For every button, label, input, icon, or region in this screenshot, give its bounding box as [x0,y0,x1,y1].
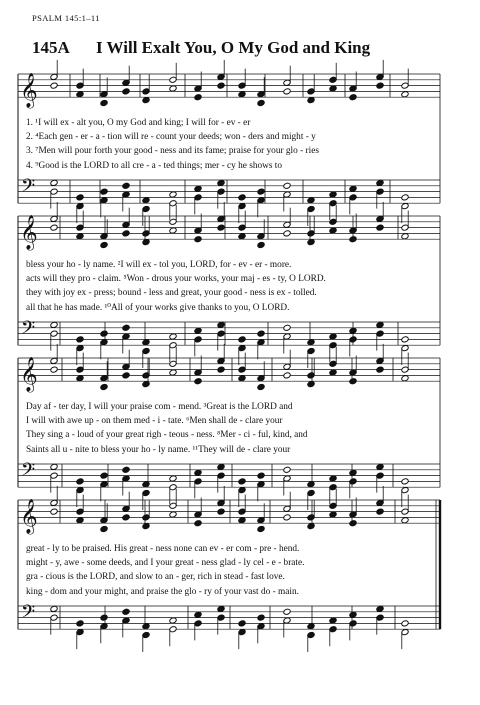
note-head [329,511,337,518]
note-head [307,523,315,530]
note-head [257,188,265,195]
note-head [307,239,315,246]
treble-clef-icon: 𝄞 [20,499,38,535]
note-head [283,514,291,521]
hymn-title: I Will Exalt You, O My God and King [96,38,371,57]
note-head [329,85,337,92]
note-head [76,194,84,201]
note-head [122,324,130,331]
note-head [76,478,84,485]
note-head [238,233,246,240]
note-head [50,605,58,612]
note-head [283,466,291,473]
note-head [349,327,357,334]
lyric-line: great - ly to be praised. His great - ness none can ev - er com - pre - hend. [26,544,300,554]
note-head [217,82,225,89]
note-head [122,88,130,95]
note-head [307,339,315,346]
lyric-line: gra - cious is the LORD, and slow to an - ger, rich in stead - fast love. [26,572,285,583]
note-head [401,478,409,485]
note-head [169,511,177,518]
note-head [100,383,108,390]
note-head [169,191,177,198]
lyric-line: 3. ⁷Men will pour forth your good - ness and its fame; praise for your glo - ries [26,146,319,157]
note-head [122,182,130,189]
note-head [283,230,291,237]
hymn-number: 145A [32,38,70,57]
note-head [142,381,150,388]
note-head [329,227,337,234]
note-head [349,611,357,618]
note-head [122,514,130,521]
note-head [307,97,315,104]
note-head [376,605,384,612]
note-head [194,327,202,334]
note-head [76,91,84,98]
note-head [238,375,246,382]
note-head [142,239,150,246]
note-head [50,224,58,231]
note-head [238,336,246,343]
note-head [194,236,202,243]
note-head [349,469,357,476]
note-head [122,230,130,237]
note-head [169,227,177,234]
note-head [100,99,108,106]
note-head [329,617,337,624]
note-head [349,94,357,101]
lyric-line: They sing a - loud of your great righ - teous - ness. ⁸Mer - ci - ful, kind, and [26,430,308,441]
note-head [257,614,265,621]
note-head [376,224,384,231]
note-head [329,475,337,482]
note-head [376,82,384,89]
note-head [76,375,84,382]
note-head [401,517,409,524]
note-head [100,472,108,479]
note-head [238,91,246,98]
scripture-reference: PSALM 145:1–11 [32,13,100,23]
note-head [238,620,246,627]
lyric-line: 4. ⁹Good is the LORD to all cre - a - ted things; mer - cy he shows to [26,160,283,171]
note-head [283,608,291,615]
note-head [307,381,315,388]
note-head [217,179,225,186]
note-head [401,375,409,382]
note-head [329,191,337,198]
note-head [329,369,337,376]
note-head [142,481,150,488]
note-head [401,620,409,627]
bass-clef-icon: 𝄢 [21,176,36,202]
lyric-line: might - y, awe - some deeds, and I your great - ness glad - ly cel - e - brate. [26,558,305,569]
note-head [50,82,58,89]
note-head [283,182,291,189]
note-head [100,525,108,532]
lyric-line: Day af - ter day, I will your praise com - mend. ³Great is the LORD and [26,402,293,412]
note-head [257,241,265,248]
note-head [50,463,58,470]
lyric-line: 1. ¹I will ex - alt you, O my God and king; I will for - ev - er [26,118,251,128]
note-head [217,605,225,612]
note-head [257,99,265,106]
note-head [238,478,246,485]
note-head [401,233,409,240]
note-head [76,517,84,524]
note-head [257,525,265,532]
note-head [238,517,246,524]
note-head [349,185,357,192]
note-head [217,366,225,373]
note-head [194,469,202,476]
note-head [169,85,177,92]
note-head [376,463,384,470]
note-head [238,194,246,201]
note-head [401,91,409,98]
note-head [401,194,409,201]
note-head [217,224,225,231]
note-head [307,623,315,630]
note-head [100,330,108,337]
note-head [329,333,337,340]
note-head [257,330,265,337]
bass-clef-icon: 𝄢 [21,460,36,486]
note-head [169,333,177,340]
note-head [217,463,225,470]
note-head [257,472,265,479]
note-head [401,336,409,343]
lyric-line: king - dom and your might, and praise the glo - ry of your vast do - main. [26,586,299,597]
note-head [122,372,130,379]
note-head [142,623,150,630]
treble-clef-icon: 𝄞 [20,357,38,393]
note-head [307,197,315,204]
note-head [100,188,108,195]
note-head [376,321,384,328]
note-head [194,185,202,192]
treble-clef-icon: 𝄞 [20,73,38,109]
lyrics-system-1 [26,116,456,173]
note-head [76,233,84,240]
note-head [307,481,315,488]
note-head [142,339,150,346]
note-head [194,611,202,618]
lyric-line: they with joy ex - press; bound - less and great, your good - ness is ex - tolled. [26,288,317,299]
note-head [76,620,84,627]
note-head [50,321,58,328]
note-head [283,324,291,331]
note-head [283,88,291,95]
note-head [349,378,357,385]
note-head [76,336,84,343]
note-head [122,466,130,473]
treble-clef-icon: 𝄞 [20,215,38,251]
note-head [169,617,177,624]
note-head [194,520,202,527]
note-head [376,179,384,186]
lyric-line: acts will they pro - claim. ⁵Won - drous your works, your maj - es - ty, O LORD. [26,274,326,285]
note-head [122,608,130,615]
note-head [217,321,225,328]
lyric-line: bless your ho - ly name. ²I will ex - tol you, LORD, for - ev - er - more. [26,260,292,270]
note-head [349,236,357,243]
note-head [257,383,265,390]
note-head [376,508,384,515]
note-head [283,372,291,379]
note-head [100,241,108,248]
note-head [50,508,58,515]
note-head [194,94,202,101]
lyrics-system-4 [26,542,456,599]
bass-clef-icon: 𝄢 [21,602,36,628]
note-head [376,366,384,373]
note-head [169,369,177,376]
lyric-line: 2. ⁴Each gen - er - a - tion will re - count your deeds; won - ders and might - y [26,132,316,143]
lyrics-system-2 [26,258,456,315]
lyric-line: I will with awe up - on them med - i - tate. ⁶Men shall de - clare your [26,416,283,427]
lyric-line: all that he has made. ¹⁰All of your works give thanks to you, O LORD. [26,302,290,313]
note-head [217,508,225,515]
note-head [100,614,108,621]
note-head [169,475,177,482]
lyrics-system-3 [26,400,456,457]
note-head [142,523,150,530]
bass-clef-icon: 𝄢 [21,318,36,344]
lyric-line: Saints all u - nite to bless your ho - ly name. ¹¹They will de - clare your [26,444,291,455]
note-head [142,197,150,204]
note-head [349,520,357,527]
note-head [50,366,58,373]
note-head [50,179,58,186]
note-head [142,97,150,104]
note-head [194,378,202,385]
